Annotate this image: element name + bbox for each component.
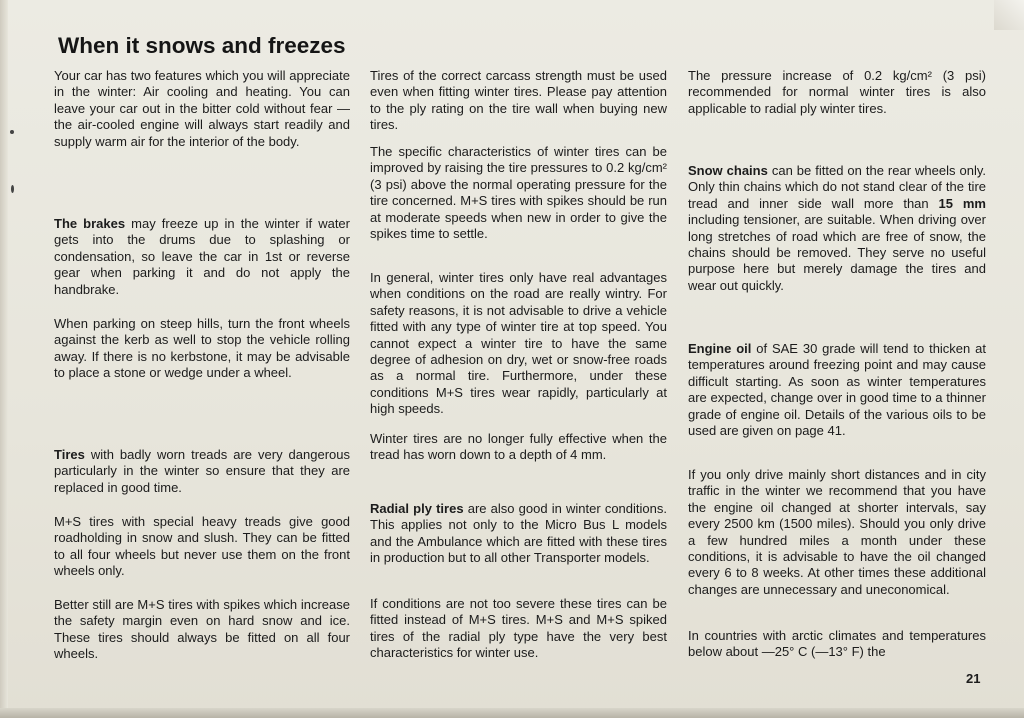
brakes-section	[54, 216, 350, 298]
engine-oil-section	[688, 341, 986, 439]
brakes-text: may freeze up in the winter if water gets into the drums due to splashing or condensation, so leave the car in 1st or reverse gear when parking it and do not apply the handbrake.	[54, 216, 350, 297]
intro-paragraph: Your car has two features which you will appreciate in the winter: Air cooling and heating. You can leave your car out in the bitter cold without fear — the air-cooled engine will always start readily and supply warm air for the interior of the body.	[54, 68, 350, 149]
snow-chains-section	[688, 163, 986, 294]
chain-clearance-value: 15 mm	[938, 195, 986, 211]
ms-tires-paragraph: M+S tires with special heavy treads give good roadholding in snow and slush. They can be fitted to all four wheels but never use them on the front wheels only.	[54, 514, 350, 579]
arctic-section	[688, 628, 986, 661]
short-distances-section	[688, 467, 986, 598]
pressure-section	[370, 144, 667, 242]
radial-section	[370, 501, 667, 567]
snow-chains-text-continued: including tensioner, are suitable. When driving over long stretches of road which are free of snow, the chains should be removed. They serve no useful purpose here but merely damage the tires and wear out quickly.	[688, 212, 986, 293]
snow-chains-text: can be fitted on the rear wheels only. Only thin chains which do not stand clear of the tire tread and inner side wall more than	[688, 163, 986, 211]
column-1	[54, 68, 350, 150]
snow-chains-paragraph	[688, 163, 986, 294]
brakes-heading: The brakes	[54, 216, 126, 231]
tires-heading: Tires	[54, 447, 85, 462]
spiked-tires-section	[54, 597, 350, 663]
page-binding-shadow	[0, 0, 8, 718]
arctic-paragraph: In countries with arctic climates and temperatures below about —25° C (—13° F) the	[688, 628, 986, 660]
radial-text: are also good in winter conditions. This applies not only to the Micro Bus L models and the Ambulance which are fitted with these tires in production but to all other Transporter models.	[370, 501, 667, 566]
ink-speck	[11, 185, 14, 193]
radial-paragraph	[370, 501, 667, 567]
page-number: 21	[966, 671, 981, 686]
tires-paragraph	[54, 447, 350, 496]
page-corner	[994, 0, 1024, 30]
tread-depth-paragraph: Winter tires are no longer fully effective when the tread has worn down to a depth of 4 mm.	[370, 431, 667, 463]
short-distances-paragraph: If you only drive mainly short distances and in city traffic in the winter we recommend that you have the engine oil changed at shorter intervals, say every 2500 km (1500 miles). Should you only drive a few hundred miles a month under these conditions, it is advisable to have the oil changed every 6 to 8 weeks. At other times these additional changes are unnecessary and uneconomical.	[688, 467, 986, 597]
radial-pressure-section	[688, 68, 986, 117]
radial-pressure-paragraph: The pressure increase of 0.2 kg/cm² (3 psi) recommended for normal winter tires is also applicable to radial ply winter tires.	[688, 68, 986, 116]
ms-tires-section	[54, 514, 350, 580]
parking-section	[54, 316, 350, 382]
advantages-paragraph: In general, winter tires only have real advantages when conditions on the road are really wintry. For safety reasons, it is not advisable to drive a vehicle fitted with any type of winter tire at top speed. You cannot expect a winter tire to have the same degree of adhesion on dry, wet or snow-free roads as a normal tire. Furthermore, under these conditions M+S tires wear rapidly, particularly at high speeds.	[370, 270, 667, 417]
brakes-paragraph	[54, 216, 350, 298]
page-title: When it snows and freezes	[58, 33, 346, 58]
ink-speck	[10, 130, 14, 134]
tires-section	[54, 447, 350, 496]
advantages-section	[370, 270, 667, 418]
carcass-paragraph: Tires of the correct carcass strength must be used even when fitting winter tires. Please pay attention to the ply rating on the tire wall when buying new tires.	[370, 68, 667, 133]
carcass-section	[370, 68, 667, 134]
spiked-tires-paragraph: Better still are M+S tires with spikes which increase the safety margin even on hard snow and ice. These tires should always be fitted on all four wheels.	[54, 597, 350, 662]
tires-text: with badly worn treads are very dangerous particularly in the winter so ensure that they are replaced in good time.	[54, 447, 350, 495]
conditions-section	[370, 596, 667, 662]
tread-depth-section	[370, 431, 667, 464]
conditions-paragraph: If conditions are not too severe these tires can be fitted instead of M+S tires. M+S and M+S spiked tires of the radial ply type have the very best characteristics for winter use.	[370, 596, 667, 661]
engine-oil-text: of SAE 30 grade will tend to thicken at temperatures around freezing point and may cause difficult starting. As soon as winter temperatures are expected, change over in good time to a thinner grade of engine oil. Details of the various oils to be used are given on page 41.	[688, 341, 986, 439]
engine-oil-heading: Engine oil	[688, 341, 752, 356]
snow-chains-heading: Snow chains	[688, 163, 768, 178]
parking-paragraph: When parking on steep hills, turn the front wheels against the kerb as well to stop the vehicle rolling away. If there is no kerbstone, it may be advisable to place a stone or wedge under a wheel.	[54, 316, 350, 381]
pressure-paragraph: The specific characteristics of winter tires can be improved by raising the tire pressures to 0.2 kg/cm² (3 psi) above the normal operating pressure for the tire concerned. M+S tires with spikes should be run at moderate speeds when new in order to give the spikes time to settle.	[370, 144, 667, 242]
engine-oil-paragraph	[688, 341, 986, 439]
page-bottom-edge	[0, 708, 1024, 718]
radial-heading: Radial ply tires	[370, 501, 464, 516]
